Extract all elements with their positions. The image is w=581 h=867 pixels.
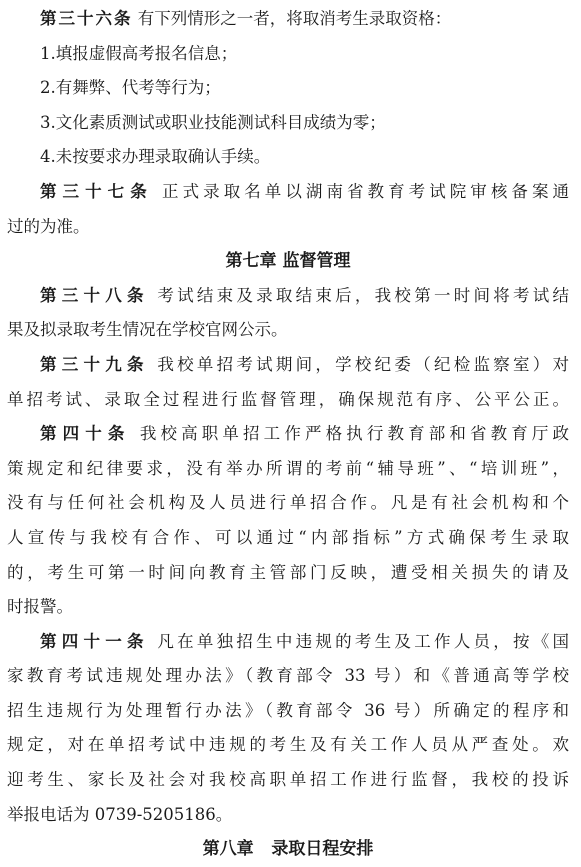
line-text: 没有与任何社会机构及人员进行单招合作。凡是有社会机构和个 — [7, 493, 569, 513]
article-number: 第四十条 — [40, 424, 131, 444]
paragraph-line — [7, 2, 569, 37]
paragraph-line — [7, 383, 569, 418]
paragraph-line — [7, 625, 569, 660]
line-text: 家教育考试违规处理办法》（教育部令 33 号）和《普通高等学校 — [7, 666, 569, 686]
article-number: 第三十七条 — [40, 181, 153, 201]
line-text: 有下列情形之一者，将取消考生录取资格： — [132, 9, 452, 28]
paragraph-line — [7, 763, 569, 798]
paragraph-line — [7, 417, 569, 452]
paragraph-line — [7, 521, 569, 556]
paragraph-line — [7, 728, 569, 763]
paragraph-line — [7, 71, 569, 106]
paragraph-line — [7, 798, 569, 833]
line-text: 过的为准。 — [7, 216, 90, 236]
line-text: 正式录取名单以湖南省教育考试院审核备案通 — [152, 181, 569, 201]
paragraph-line — [7, 556, 569, 591]
paragraph-line — [7, 313, 569, 348]
paragraph-line — [7, 106, 569, 141]
paragraph-line — [7, 659, 569, 694]
article-number: 第三十六条 — [40, 9, 133, 28]
line-text: 招生违规行为处理暂行办法》（教育部令 36 号）所确定的程序和 — [7, 700, 569, 720]
paragraph-line — [7, 175, 569, 210]
paragraph-line — [7, 210, 569, 245]
line-text: 凡在单独招生中违规的考生及工作人员，按《国 — [148, 631, 569, 651]
article-number: 第四十一条 — [40, 631, 149, 651]
line-text: 果及拟录取考生情况在学校官网公示。 — [7, 320, 288, 340]
paragraph-line — [7, 452, 569, 487]
line-text: 举报电话为 0739-5205186。 — [7, 804, 233, 824]
paragraph-line — [7, 140, 569, 175]
line-text: 1.填报虚假高考报名信息； — [40, 43, 238, 63]
chapter-heading: 第八章 录取日程安排 — [202, 839, 374, 860]
line-text: 2.有舞弊、代考等行为； — [40, 78, 221, 98]
line-text: 时报警。 — [7, 597, 73, 617]
paragraph-line — [7, 37, 569, 72]
line-text: 我校单招考试期间，学校纪委（纪检监察室）对 — [148, 354, 569, 374]
article-number: 第三十八条 — [40, 285, 149, 305]
paragraph-line — [7, 279, 569, 314]
paragraph-line — [7, 348, 569, 383]
line-text: 考试结束及录取结束后，我校第一时间将考试结 — [148, 285, 569, 305]
line-text: 人宣传与我校有合作、可以通过“内部指标”方式确保考生录取 — [7, 527, 569, 547]
line-text: 4.未按要求办理录取确认手续。 — [40, 147, 271, 167]
line-text: 的，考生可第一时间向教育主管部门反映，遭受相关损失的请及 — [7, 562, 569, 582]
article-number: 第三十九条 — [40, 354, 149, 374]
line-text: 3.文化素质测试或职业技能测试科目成绩为零； — [40, 112, 386, 132]
line-text: 策规定和纪律要求，没有举办所谓的考前“辅导班”、“培训班”， — [7, 458, 569, 478]
line-text: 迎考生、家长及社会对我校高职单招工作进行监督，我校的投诉 — [7, 770, 569, 790]
paragraph-line — [7, 590, 569, 625]
line-text: 单招考试、录取全过程进行监督管理，确保规范有序、公平公正。 — [7, 389, 569, 409]
line-text: 规定，对在单招考试中违规的考生及有关工作人员从严查处。欢 — [7, 735, 569, 755]
line-text: 我校高职单招工作严格执行教育部和省教育厅政 — [130, 424, 569, 444]
paragraph-line — [7, 486, 569, 521]
paragraph-line — [7, 694, 569, 729]
chapter-heading: 第七章 监督管理 — [225, 251, 351, 272]
